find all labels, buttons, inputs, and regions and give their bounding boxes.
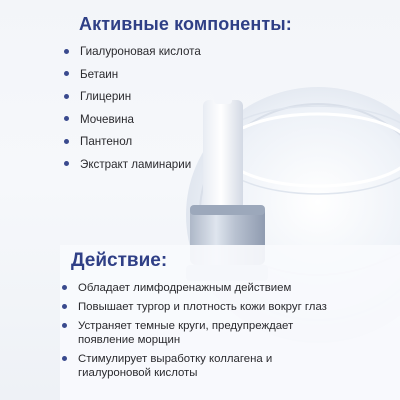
list-item: [64, 112, 201, 135]
list-item: [62, 281, 332, 295]
list-item: [64, 44, 201, 67]
bullet-dot-icon: [64, 94, 69, 99]
effect-label: Повышает тургор и плотность кожи вокруг глаз: [78, 301, 327, 313]
bullet-dot-icon: [62, 285, 67, 290]
effects-list: [62, 281, 332, 385]
action-title: Действие:: [71, 250, 168, 271]
component-label: Глицерин: [80, 90, 132, 103]
component-label: Гиалуроновая кислота: [80, 45, 201, 58]
list-item: [64, 134, 201, 157]
list-item: [64, 157, 201, 180]
bullet-dot-icon: [64, 49, 69, 54]
effect-label: Стимулирует выработку коллагена и гиалуроновой кислоты: [78, 353, 273, 379]
component-label: Пантенол: [80, 135, 133, 148]
bullet-dot-icon: [64, 71, 69, 76]
component-label: Экстракт ламинарии: [80, 157, 192, 171]
component-label: Бетаин: [80, 67, 119, 81]
components-title: Активные компоненты:: [79, 14, 292, 34]
bullet-dot-icon: [64, 116, 69, 121]
effect-label: Обладает лимфодренажным действием: [78, 282, 292, 294]
list-item: [62, 352, 332, 380]
bullet-dot-icon: [64, 161, 69, 166]
component-label: Мочевина: [80, 112, 134, 126]
effect-label: Устраняет темные круги, предупреждает появление морщин: [78, 320, 294, 346]
components-list: [64, 44, 201, 179]
list-item: [64, 67, 201, 90]
list-item: [62, 300, 332, 314]
list-item: [62, 319, 332, 347]
bullet-dot-icon: [62, 304, 67, 309]
list-item: [64, 89, 201, 112]
bullet-dot-icon: [62, 356, 67, 361]
bullet-dot-icon: [64, 139, 69, 144]
bullet-dot-icon: [62, 323, 67, 328]
